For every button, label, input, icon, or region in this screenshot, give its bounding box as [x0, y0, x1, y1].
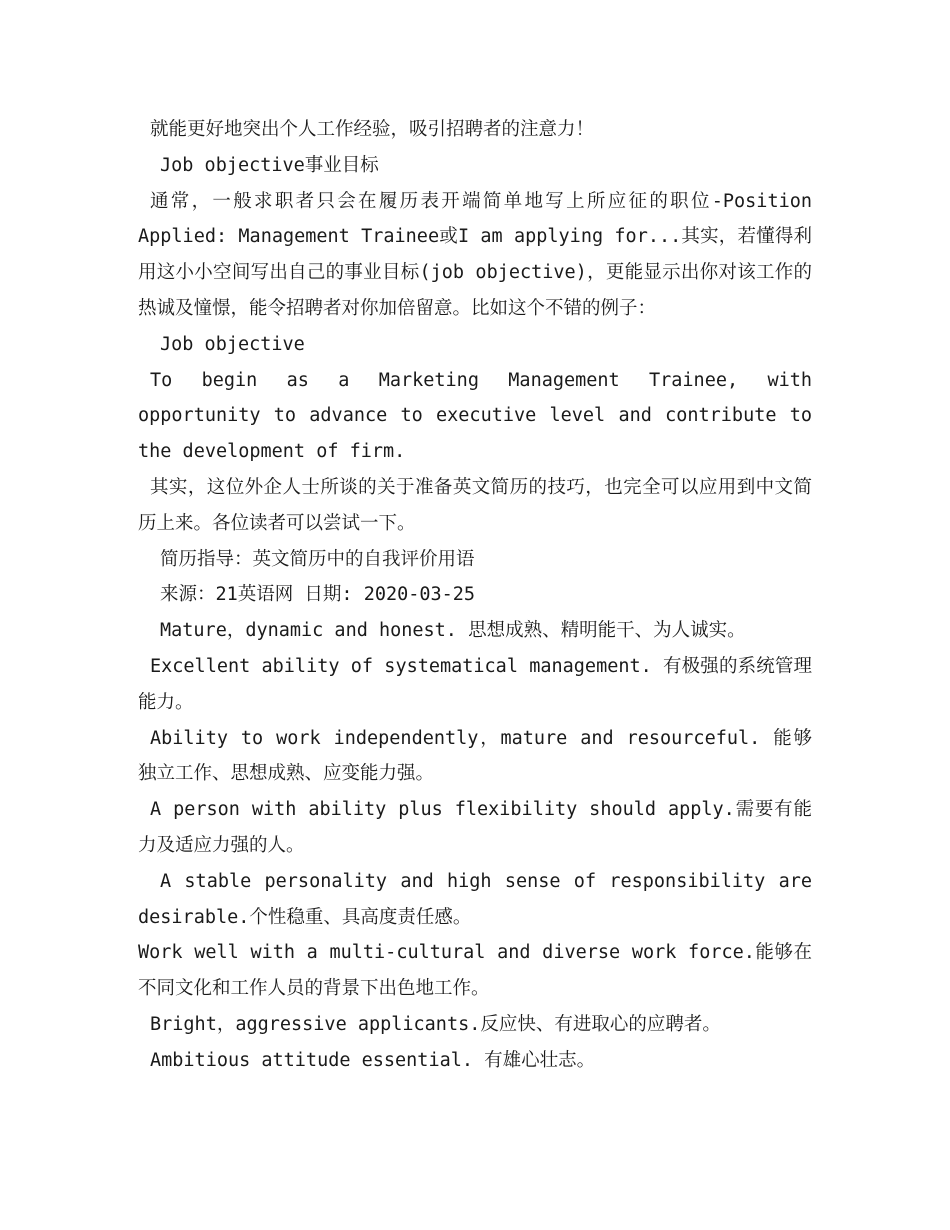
example-heading: Job objective: [160, 333, 305, 355]
article-title: 简历指导：英文简历中的自我评价用语: [160, 548, 475, 570]
phrase-item: Ability to work independently，mature and resourceful. 能够独立工作、思想成熟、应变能力强。: [138, 727, 812, 785]
paragraph-advice: 其实，这位外企人士所谈的关于准备英文简历的技巧，也完全可以应用到中文简历上来。各位读者可以尝试一下。: [138, 476, 812, 534]
phrase-item: Excellent ability of systematical management. 有极强的系统管理能力。: [138, 655, 812, 713]
paragraph-job-objective-explanation: 通常，一般求职者只会在履历表开端简单地写上所应征的职位-Position Applied: Management Trainee或I am applying for...其实，若懂得利用这小小空间写出自己的事业目标(job objective)，更能显示出你对该工作的热诚及憧憬，能令招聘者对你加倍留意。比如这个不错的例子：: [138, 190, 812, 319]
heading-job-objective: Job objective事业目标: [160, 154, 379, 176]
phrase-item: A person with ability plus flexibility should apply.需要有能力及适应力强的人。: [138, 799, 812, 856]
example-objective-text: To begin as a Marketing Management Trainee, with opportunity to advance to executive level and contribute to the development of firm.: [138, 369, 812, 463]
phrase-item: Ambitious attitude essential. 有雄心壮志。: [150, 1049, 596, 1071]
document-body: [138, 112, 812, 1079]
phrase-item: Mature，dynamic and honest. 思想成熟、精明能干、为人诚实。: [160, 620, 746, 642]
phrase-item: Bright，aggressive applicants.反应快、有进取心的应聘者。: [150, 1013, 721, 1035]
phrase-item: A stable personality and high sense of responsibility are desirable.个性稳重、具高度责任感。: [138, 870, 812, 928]
paragraph-intro-tail: 就能更好地突出个人工作经验，吸引招聘者的注意力！: [150, 119, 595, 140]
phrase-item: Work well with a multi-cultural and diverse work force.能够在不同文化和工作人员的背景下出色地工作。: [138, 942, 812, 1000]
article-source-date: 来源：21英语网 日期: 2020-03-25: [160, 584, 476, 606]
